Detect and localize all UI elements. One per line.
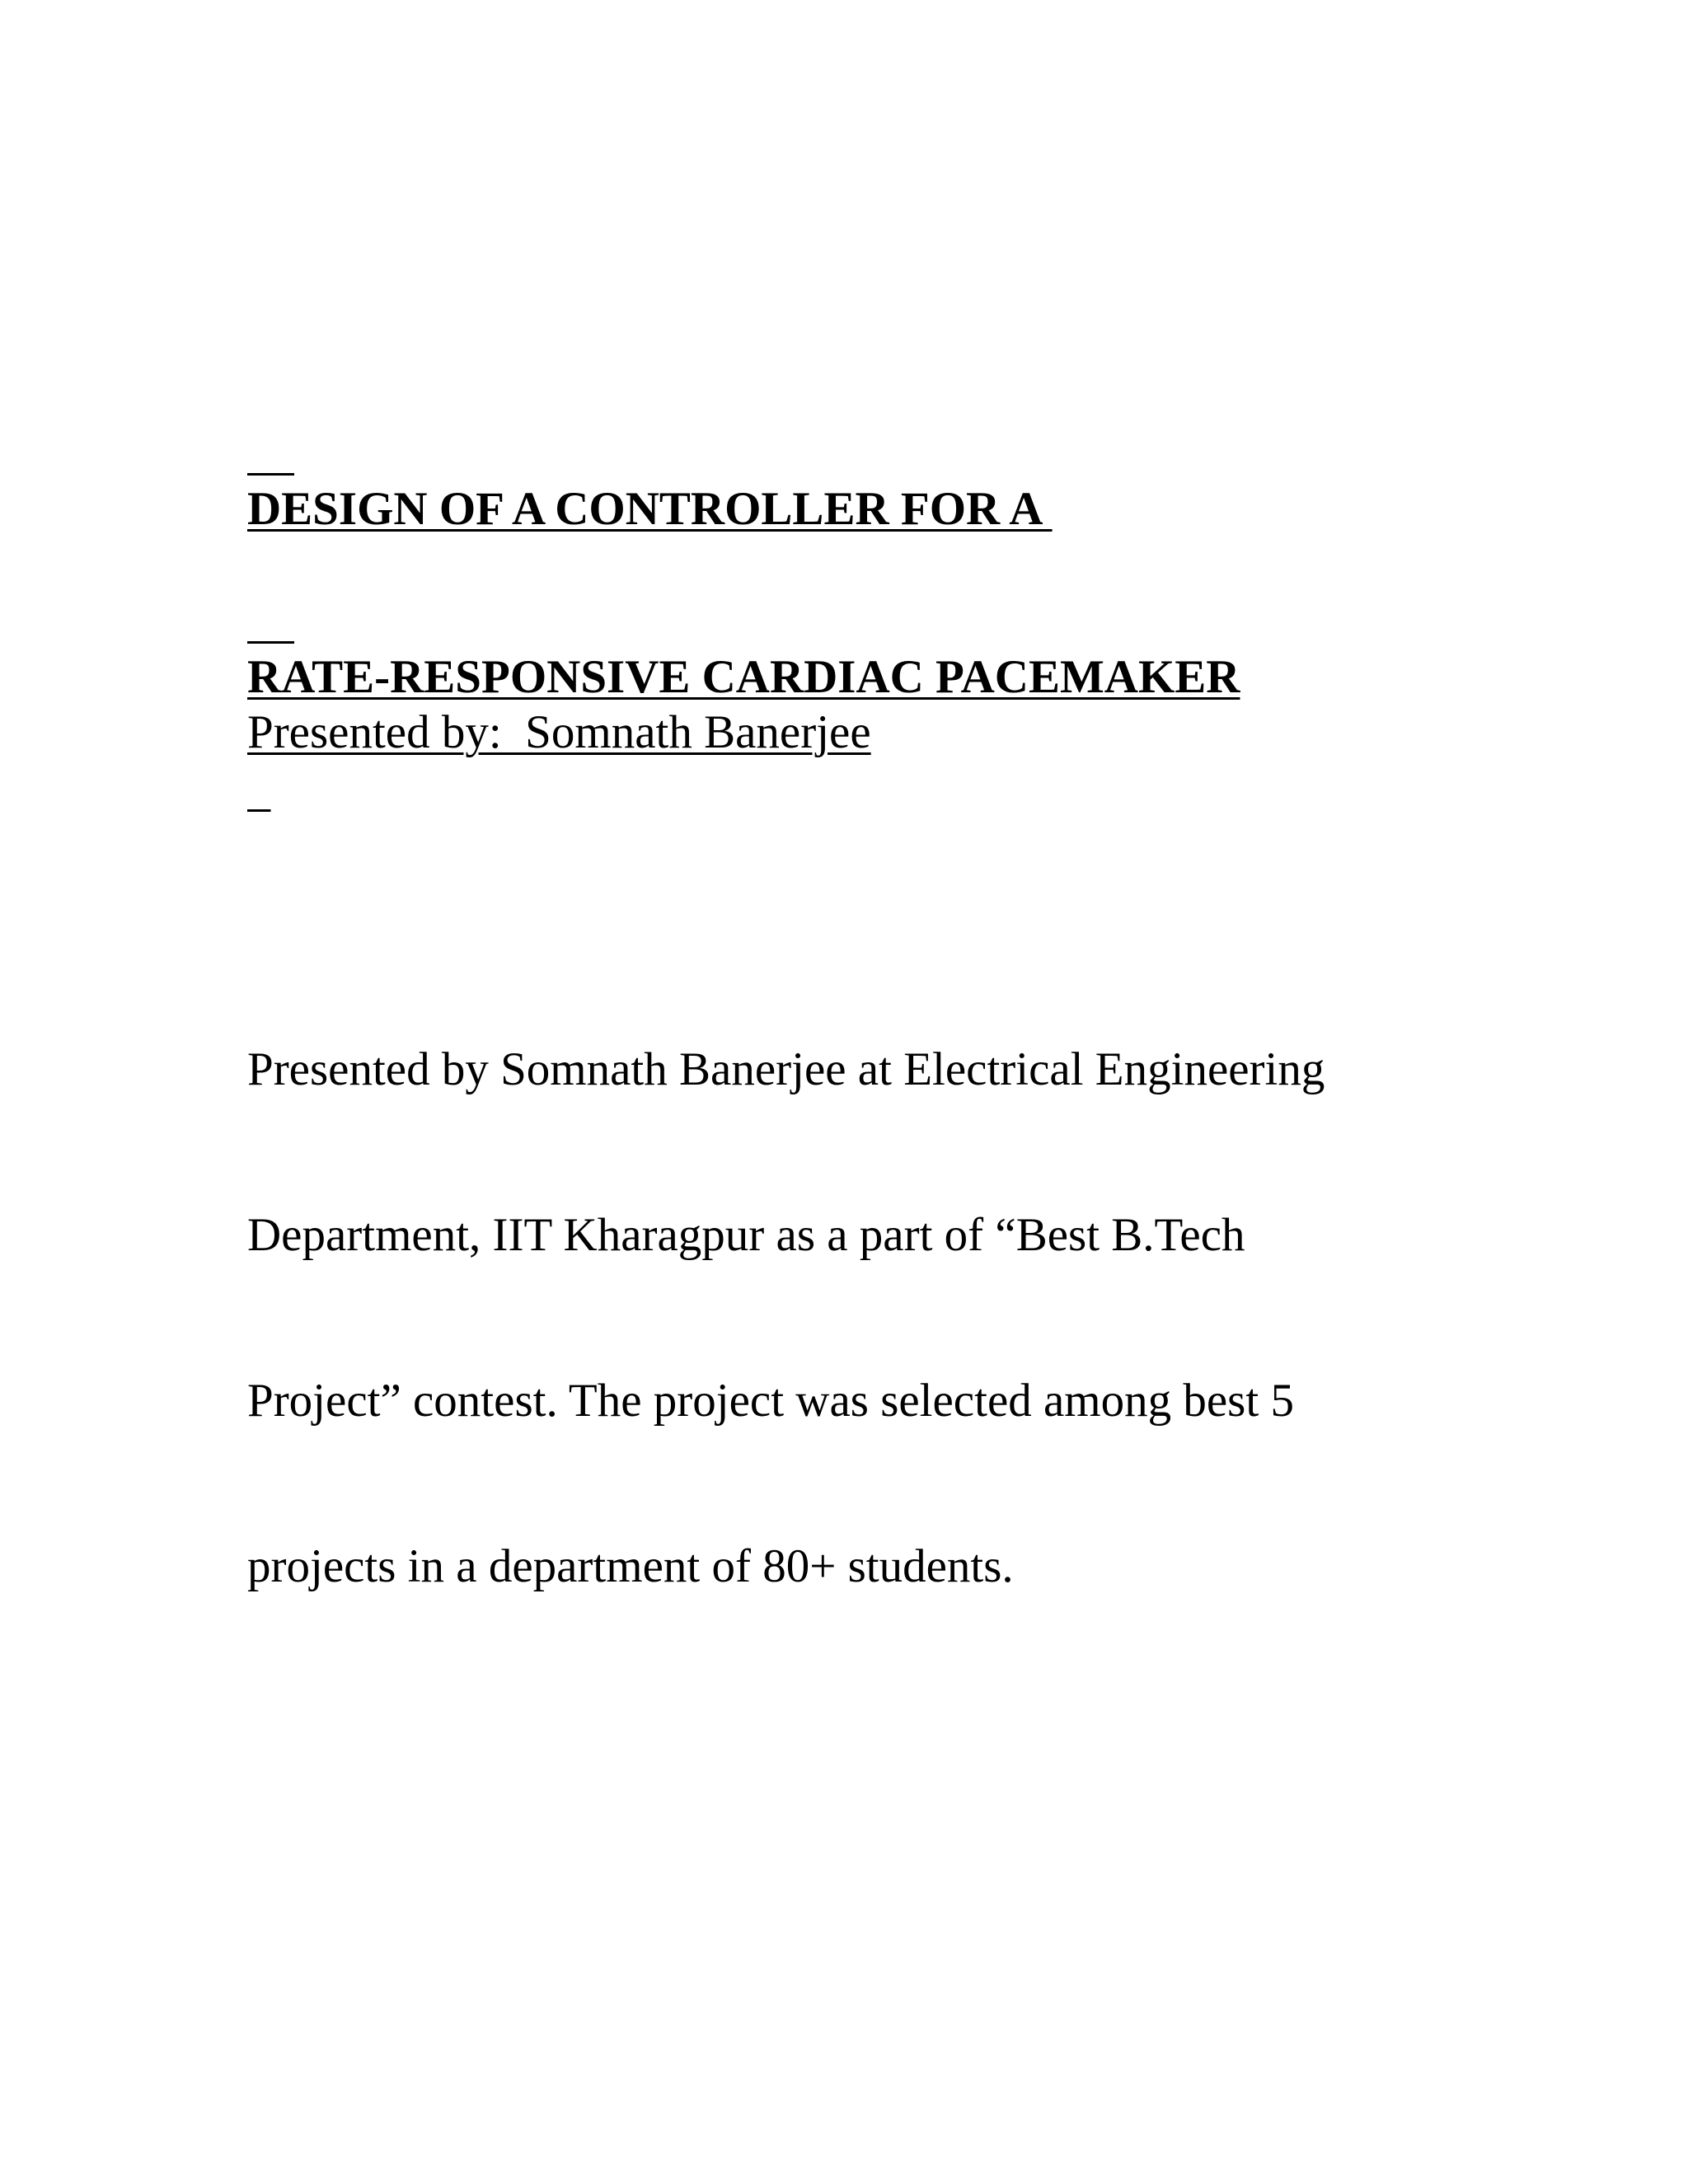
document-title-line-2: RATE-RESPONSIVE CARDIAC PACEMAKER (247, 651, 1240, 703)
description-line-3: Project” contest. The project was selected among best 5 (247, 1375, 1294, 1427)
description-line-1: Presented by Somnath Banerjee at Electrical Engineering (247, 1043, 1325, 1095)
description-line-2: Department, IIT Kharagpur as a part of “Best B.Tech (247, 1209, 1245, 1261)
description-paragraph (247, 931, 1325, 1704)
description-line-4: projects in a department of 80+ students. (247, 1540, 1014, 1592)
presenter-line: Presented by: Somnath Banerjee (247, 706, 871, 758)
document-title-line-1: DESIGN OF A CONTROLLER FOR A (247, 483, 1053, 535)
